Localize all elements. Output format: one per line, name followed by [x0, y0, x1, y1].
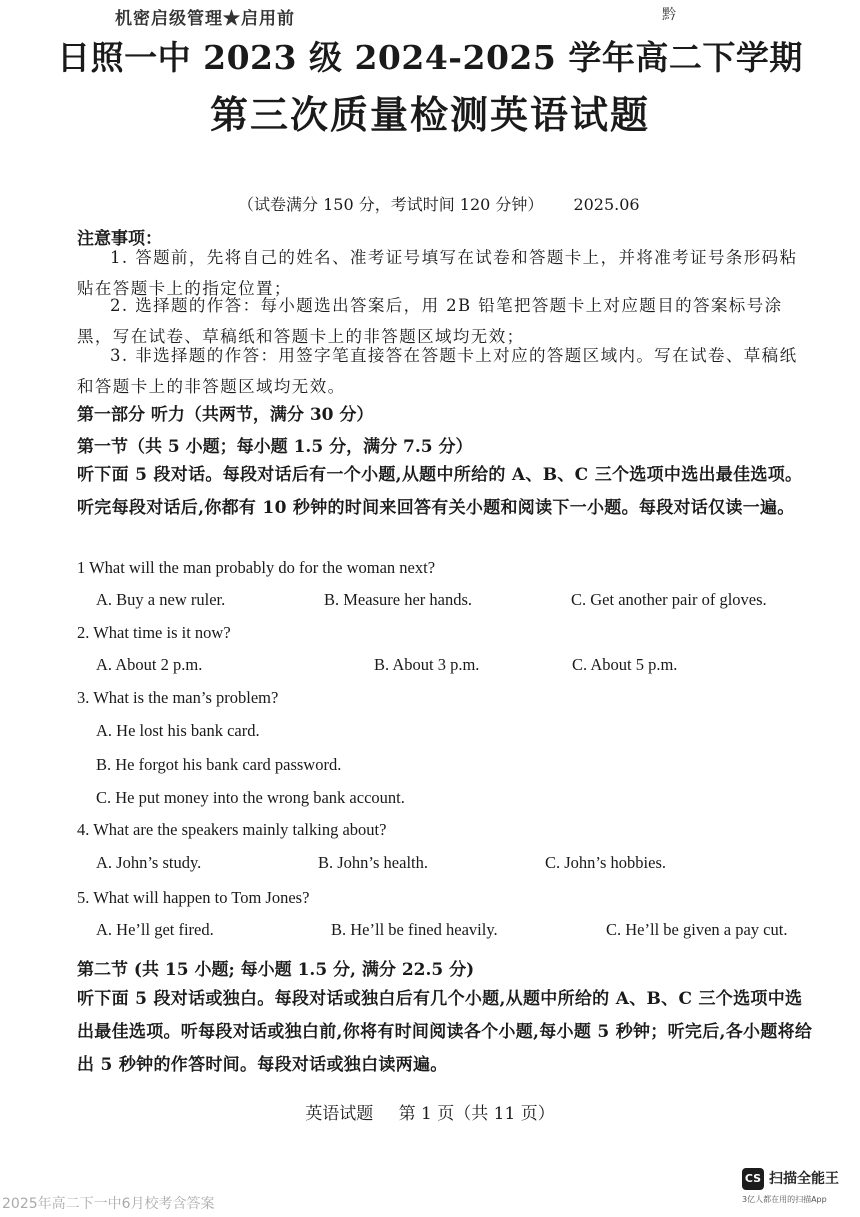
confidential-stamp: 机密启级管理★启用前: [115, 9, 295, 29]
notice-item-3: 3. 非选择题的作答：用签字笔直接答在答题卡上对应的答题区域内。写在试卷、草稿纸和答题卡上的非答题区域均无效。: [77, 346, 798, 396]
exam-date: 2025.06: [573, 195, 640, 214]
q2-option-a: A. About 2 p.m.: [96, 655, 203, 674]
q2-option-c: C. About 5 p.m.: [572, 655, 678, 674]
page-footer: [0, 1099, 860, 1124]
notice-item-2: 2. 选择题的作答：每小题选出答案后，用 2B 铅笔把答题卡上对应题目的答案标号涂黑，写在试卷、草稿纸和答题卡上的非答题区域均无效；: [77, 296, 783, 346]
section1-instruction: 听下面 5 段对话。每段对话后有一个小题,从题中所给的 A、B、C 三个选项中选出最佳选项。听完每段对话后,你都有 10 秒钟的时间来回答有关小题和阅读下一小题。每段对话仅读一遍。: [77, 465, 803, 518]
q2-option-b: B. About 3 p.m.: [374, 655, 480, 674]
section2-instruction: 听下面 5 段对话或独白。每段对话或独白后有几个小题,从题中所给的 A、B、C 三个选项中选出最佳选项。听每段对话或独白前,你将有时间阅读各个小题,每小题 5 秒钟；听完后,各小题将给出 5 秒钟的作答时间。每段对话或独白读两遍。: [77, 989, 813, 1075]
q5-option-c: C. He’ll be given a pay cut.: [606, 920, 788, 939]
question-1: 1 What will the man probably do for the woman next?: [77, 558, 436, 577]
watermark-caption: 2025年高二下一中6月校考含答案: [2, 1196, 215, 1212]
part1-title: 第一部分 听力（共两节，满分 30 分）: [77, 405, 374, 425]
corner-mark: 黔: [662, 7, 676, 23]
q3-option-a: A. He lost his bank card.: [96, 721, 260, 740]
exam-info: [238, 192, 640, 215]
q4-option-b: B. John’s health.: [318, 853, 428, 872]
q1-option-b: B. Measure her hands.: [324, 590, 473, 609]
question-5: 5. What will happen to Tom Jones?: [77, 888, 310, 907]
camscanner-app-name: 扫描全能王: [769, 1171, 839, 1187]
exam-title-line2: 第三次质量检测英语试题: [209, 92, 650, 137]
q1-option-c: C. Get another pair of gloves.: [571, 590, 767, 609]
q1-option-a: A. Buy a new ruler.: [96, 590, 226, 609]
q5-option-b: B. He’ll be fined heavily.: [331, 920, 498, 939]
section1-title: 第一节（共 5 小题；每小题 1.5 分，满分 7.5 分）: [77, 437, 473, 457]
notice-item-1: 1. 答题前，先将自己的姓名、准考证号填写在试卷和答题卡上，并将准考证号条形码粘贴在答题卡上的指定位置；: [77, 248, 798, 298]
q3-option-c: C. He put money into the wrong bank account.: [96, 788, 405, 807]
q3-option-b: B. He forgot his bank card password.: [96, 755, 342, 774]
exam-title-line1: 日照一中 2023 级 2024-2025 学年高二下学期: [57, 38, 803, 77]
camscanner-slogan: 3亿人都在用的扫描App: [742, 1195, 827, 1204]
question-4: 4. What are the speakers mainly talking about?: [77, 820, 387, 839]
q4-option-a: A. John’s study.: [96, 853, 202, 872]
exam-score-time: （试卷满分 150 分，考试时间 120 分钟）: [238, 195, 544, 214]
footer-subject: 英语试题: [305, 1104, 374, 1124]
question-2: 2. What time is it now?: [77, 623, 231, 642]
section2-title: 第二节 (共 15 小题; 每小题 1.5 分, 满分 22.5 分): [77, 960, 475, 980]
q4-option-c: C. John’s hobbies.: [545, 853, 667, 872]
q5-option-a: A. He’ll get fired.: [96, 920, 214, 939]
question-3: 3. What is the man’s problem?: [77, 688, 279, 707]
notice-title: 注意事项：: [77, 229, 162, 249]
camscanner-logo-icon: CS: [742, 1168, 764, 1190]
footer-page-number: 第 1 页（共 11 页）: [398, 1104, 555, 1124]
